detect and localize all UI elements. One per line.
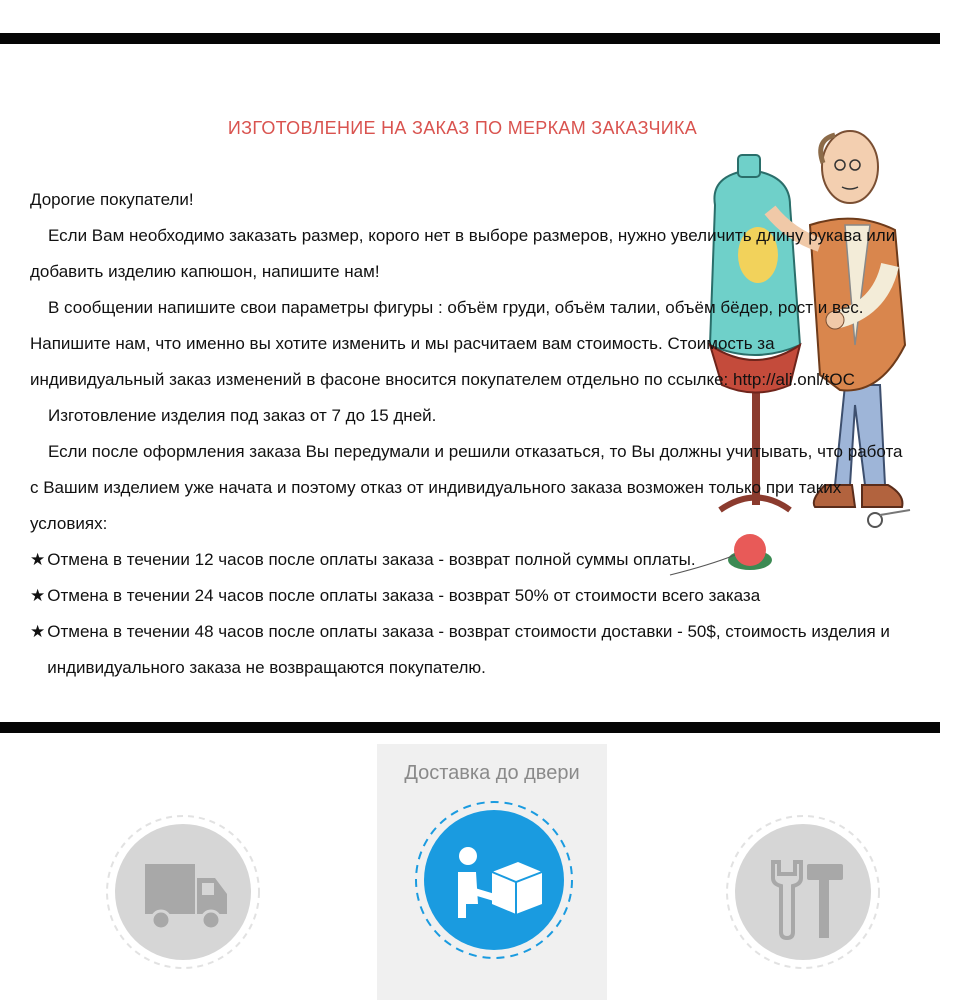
tools-icon xyxy=(725,814,881,970)
service-assembly[interactable] xyxy=(725,814,881,970)
star-icon: ★ xyxy=(30,622,46,641)
star-icon: ★ xyxy=(30,550,46,569)
service-shipping[interactable] xyxy=(105,814,261,970)
paragraph-parameters: В сообщении напишите свои параметры фигуры : объём груди, объём талии, объём бёдер, рост и вес. Напишите нам, что именно вы хотите изменить и мы расчитаем вам стоимость. Стоимость за индивидуальный заказ изменений в фасоне вносится покупателем отдельно по ссылке: http://ali.onl/tOC xyxy=(30,298,864,389)
condition-item xyxy=(30,614,910,686)
paragraph-cancellation: Если после оформления заказа Вы передумали и решили отказаться, то Вы должны учитывать, что работа с Вашим изделием уже начата и поэтому отказ от индивидуального заказа возможен только при таких условиях: xyxy=(30,442,903,533)
condition-item xyxy=(30,542,910,578)
greeting-text: Дорогие покупатели! xyxy=(30,190,194,209)
door-delivery-icon xyxy=(414,800,574,960)
condition-text: Отмена в течении 48 часов после оплаты заказа - возврат стоимости доставки - 50$, стоимость изделия и индивидуального заказа не возвращаются покупателю. xyxy=(47,622,890,677)
bottom-divider-bar xyxy=(0,722,940,733)
service-door-delivery-label: Доставка до двери xyxy=(404,762,580,784)
paragraph-production-time: Изготовление изделия под заказ от 7 до 15 дней. xyxy=(48,406,437,425)
truck-icon xyxy=(105,814,261,970)
paragraph-size-request: Если Вам необходимо заказать размер, корого нет в выборе размеров, нужно увеличить длину рукава или добавить изделию капюшон, напишите нам! xyxy=(30,226,896,281)
section-heading: ИЗГОТОВЛЕНИЕ НА ЗАКАЗ ПО МЕРКАМ ЗАКАЗЧИКА xyxy=(227,118,698,138)
condition-text: Отмена в течении 24 часов после оплаты заказа - возврат 50% от стоимости всего заказа xyxy=(47,586,761,605)
condition-item xyxy=(30,578,910,614)
condition-text: Отмена в течении 12 часов после оплаты заказа - возврат полной суммы оплаты. xyxy=(47,550,696,569)
service-door-delivery[interactable] xyxy=(377,744,607,1000)
info-text-block xyxy=(30,182,910,686)
top-divider-bar xyxy=(0,33,940,44)
star-icon: ★ xyxy=(30,586,46,605)
